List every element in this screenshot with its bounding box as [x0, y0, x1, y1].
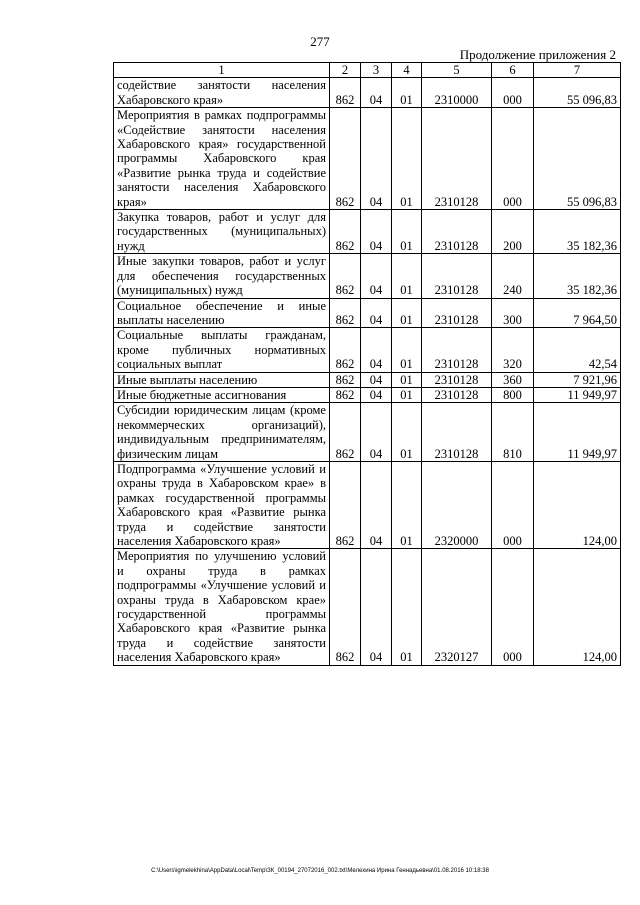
row-amount: 35 182,36	[534, 210, 621, 254]
row-code-subsection: 01	[392, 298, 422, 328]
row-code-subsection: 01	[392, 461, 422, 548]
row-code-section: 04	[361, 387, 392, 402]
row-code-section: 04	[361, 328, 392, 372]
row-description: Субсидии юридическим лицам (кроме некоммерческих организаций), индивидуальным предпринимателям, физическим лицам	[114, 403, 330, 462]
row-amount: 35 182,36	[534, 254, 621, 298]
row-code-subsection: 01	[392, 372, 422, 387]
row-code-section: 04	[361, 78, 392, 108]
row-code-ministry: 862	[330, 254, 361, 298]
row-code-subsection: 01	[392, 549, 422, 665]
row-code-subsection: 01	[392, 254, 422, 298]
row-code-subsection: 01	[392, 387, 422, 402]
row-code-expense: 320	[492, 328, 534, 372]
row-code-section: 04	[361, 108, 392, 210]
row-code-subsection: 01	[392, 78, 422, 108]
row-code-target: 2320127	[422, 549, 492, 665]
row-code-expense: 240	[492, 254, 534, 298]
row-code-ministry: 862	[330, 108, 361, 210]
table-row	[114, 328, 621, 372]
row-code-expense: 000	[492, 78, 534, 108]
row-code-section: 04	[361, 549, 392, 665]
row-amount: 124,00	[534, 549, 621, 665]
row-code-expense: 000	[492, 461, 534, 548]
row-code-target: 2310128	[422, 403, 492, 462]
row-description: Иные закупки товаров, работ и услуг для обеспечения государственных (муниципальных) нужд	[114, 254, 330, 298]
row-code-target: 2310000	[422, 78, 492, 108]
row-code-expense: 200	[492, 210, 534, 254]
row-amount: 55 096,83	[534, 108, 621, 210]
row-code-expense: 300	[492, 298, 534, 328]
row-code-target: 2310128	[422, 298, 492, 328]
table-row	[114, 387, 621, 402]
row-code-ministry: 862	[330, 328, 361, 372]
file-path-footer: C:\Users\igmelekhina\AppData\Local\Temp\ЗК_00194_27072016_002.txt\Мелехина Ирина Геннадьевна\01.08.2016 10:18:38	[151, 868, 489, 874]
row-amount: 7 964,50	[534, 298, 621, 328]
row-code-section: 04	[361, 372, 392, 387]
row-amount: 55 096,83	[534, 78, 621, 108]
row-code-section: 04	[361, 210, 392, 254]
table-header-row	[114, 63, 621, 78]
row-description: Закупка товаров, работ и услуг для государственных (муниципальных) нужд	[114, 210, 330, 254]
row-description: Мероприятия в рамках подпрограммы «Содействие занятости населения Хабаровского края» государственной программы Хабаровского края «Развитие рынка труда и содействие занятости населения Хабаровского края»	[114, 108, 330, 210]
table-row	[114, 461, 621, 548]
row-description: Мероприятия по улучшению условий и охраны труда в рамках подпрограммы «Улучшение условий и охраны труда в Хабаровском крае» государственной программы Хабаровского края «Развитие рынка труда и содействие занятости населения Хабаровского края»	[114, 549, 330, 665]
row-code-expense: 000	[492, 549, 534, 665]
row-code-target: 2310128	[422, 254, 492, 298]
row-code-section: 04	[361, 298, 392, 328]
header-col-2: 2	[330, 63, 361, 78]
header-col-3: 3	[361, 63, 392, 78]
row-description: Социальные выплаты гражданам, кроме публичных нормативных социальных выплат	[114, 328, 330, 372]
header-col-6: 6	[492, 63, 534, 78]
row-code-target: 2310128	[422, 387, 492, 402]
header-col-5: 5	[422, 63, 492, 78]
row-code-target: 2310128	[422, 108, 492, 210]
continuation-label: Продолжение приложения 2	[459, 47, 616, 62]
row-code-ministry: 862	[330, 387, 361, 402]
row-code-section: 04	[361, 461, 392, 548]
row-code-expense: 800	[492, 387, 534, 402]
row-amount: 11 949,97	[534, 403, 621, 462]
header-col-7: 7	[534, 63, 621, 78]
row-code-expense: 810	[492, 403, 534, 462]
row-code-target: 2310128	[422, 372, 492, 387]
row-description: Иные бюджетные ассигнования	[114, 387, 330, 402]
row-code-target: 2320000	[422, 461, 492, 548]
row-code-expense: 360	[492, 372, 534, 387]
row-code-section: 04	[361, 403, 392, 462]
table-row	[114, 78, 621, 108]
row-code-ministry: 862	[330, 549, 361, 665]
row-code-subsection: 01	[392, 210, 422, 254]
table-row	[114, 254, 621, 298]
row-description: содействие занятости населения Хабаровского края»	[114, 78, 330, 108]
row-code-ministry: 862	[330, 78, 361, 108]
row-code-subsection: 01	[392, 108, 422, 210]
row-code-target: 2310128	[422, 328, 492, 372]
table-row	[114, 298, 621, 328]
row-code-ministry: 862	[330, 210, 361, 254]
row-code-subsection: 01	[392, 328, 422, 372]
header-col-4: 4	[392, 63, 422, 78]
budget-table	[113, 62, 621, 666]
table-row	[114, 372, 621, 387]
row-code-subsection: 01	[392, 403, 422, 462]
table-row	[114, 549, 621, 665]
row-description: Иные выплаты населению	[114, 372, 330, 387]
table-row	[114, 403, 621, 462]
row-amount: 7 921,96	[534, 372, 621, 387]
row-code-ministry: 862	[330, 372, 361, 387]
row-amount: 11 949,97	[534, 387, 621, 402]
row-code-ministry: 862	[330, 461, 361, 548]
row-code-expense: 000	[492, 108, 534, 210]
table-row	[114, 108, 621, 210]
row-amount: 124,00	[534, 461, 621, 548]
row-description: Социальное обеспечение и иные выплаты населению	[114, 298, 330, 328]
header-col-1: 1	[114, 63, 330, 78]
row-description: Подпрограмма «Улучшение условий и охраны труда в Хабаровском крае» в рамках государственной программы Хабаровского края «Развитие рынка труда и содействие занятости населения Хабаровского края»	[114, 461, 330, 548]
page-number: 277	[310, 34, 330, 49]
row-code-target: 2310128	[422, 210, 492, 254]
row-code-ministry: 862	[330, 403, 361, 462]
row-amount: 42,54	[534, 328, 621, 372]
row-code-ministry: 862	[330, 298, 361, 328]
table-row	[114, 210, 621, 254]
row-code-section: 04	[361, 254, 392, 298]
